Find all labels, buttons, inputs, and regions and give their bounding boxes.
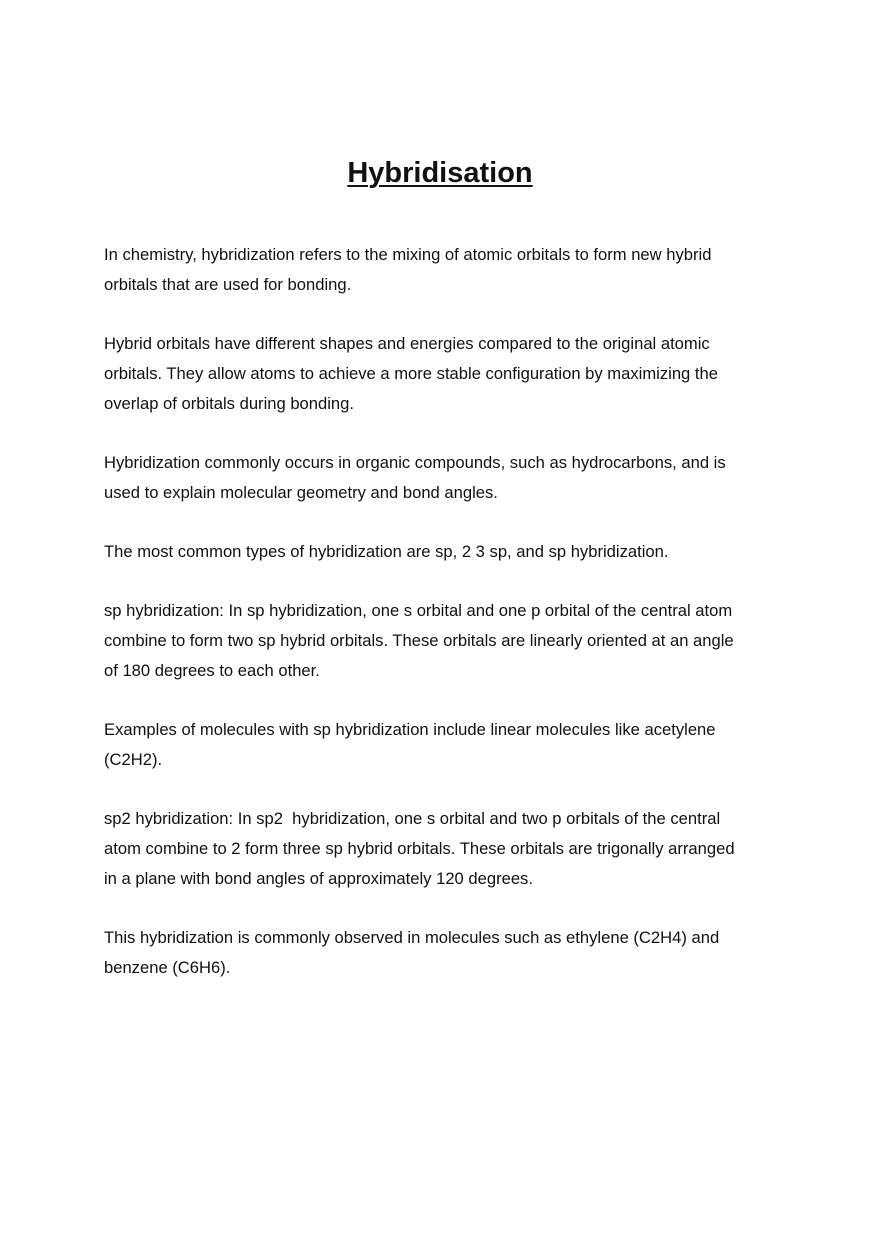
- paragraph-sp2-hybridization: [104, 804, 776, 893]
- text-line: used to explain molecular geometry and bond angles.: [104, 482, 498, 502]
- text-line: overlap of orbitals during bonding.: [104, 393, 354, 413]
- text-line: This hybridization is commonly observed in molecules such as ethylene (C2H4) and: [104, 928, 720, 948]
- paragraph-common-types: [104, 537, 776, 567]
- paragraph-sp2-examples: [104, 923, 776, 983]
- paragraph-sp-examples: [104, 715, 776, 775]
- paragraph-organic-compounds: [104, 448, 776, 508]
- text-line: sp2 hybridization: In sp2 hybridization, one s orbital and two p orbitals of the central: [104, 809, 721, 829]
- text-line: atom combine to 2 form three sp hybrid orbitals. These orbitals are trigonally arranged: [104, 839, 735, 859]
- page-title: Hybridisation: [347, 157, 533, 189]
- text-line: (C2H2).: [104, 750, 163, 770]
- text-line: orbitals. They allow atoms to achieve a more stable configuration by maximizing the: [104, 363, 718, 383]
- text-line: Hybrid orbitals have different shapes and energies compared to the original atomic: [104, 334, 710, 354]
- paragraph-hybrid-orbitals: [104, 329, 776, 418]
- text-line: benzene (C6H6).: [104, 958, 231, 978]
- text-line: The most common types of hybridization are sp, 2 3 sp, and sp hybridization.: [104, 542, 669, 562]
- text-line: combine to form two sp hybrid orbitals. These orbitals are linearly oriented at an angle: [104, 631, 734, 651]
- text-line: orbitals that are used for bonding.: [104, 274, 352, 294]
- text-line: in a plane with bond angles of approximately 120 degrees.: [104, 868, 533, 888]
- text-line: In chemistry, hybridization refers to the mixing of atomic orbitals to form new hybrid: [104, 245, 712, 264]
- text-line: of 180 degrees to each other.: [104, 660, 320, 680]
- text-line: sp hybridization: In sp hybridization, one s orbital and one p orbital of the central atom: [104, 601, 733, 621]
- document-body: [104, 240, 776, 1012]
- text-line: Examples of molecules with sp hybridization include linear molecules like acetylene: [104, 720, 716, 740]
- paragraph-intro: [104, 240, 776, 300]
- paragraph-sp-hybridization: [104, 596, 776, 685]
- text-line: Hybridization commonly occurs in organic compounds, such as hydrocarbons, and is: [104, 452, 726, 472]
